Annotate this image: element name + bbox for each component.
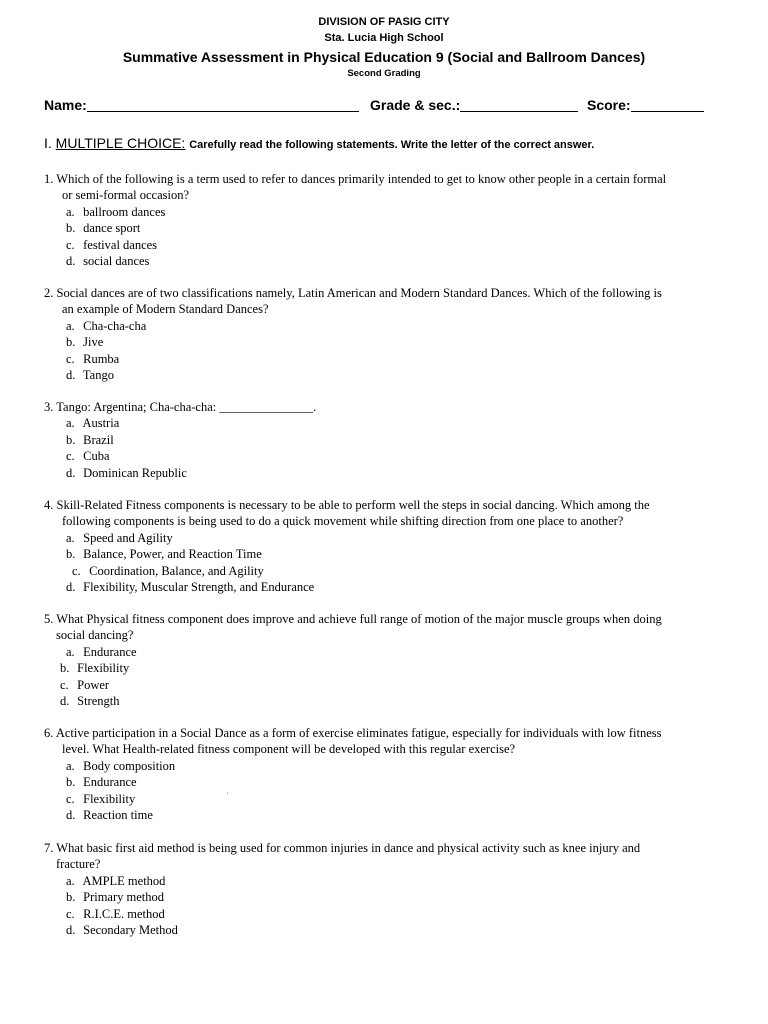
option-text: dance sport — [83, 221, 141, 236]
question-text-continued: or semi-formal occasion? — [62, 188, 190, 203]
option-letter: a. — [66, 204, 75, 219]
name-field[interactable] — [44, 96, 359, 113]
option-text: Endurance — [83, 644, 137, 659]
score-field[interactable] — [587, 96, 704, 113]
option-text: Brazil — [83, 432, 114, 447]
question-stem — [44, 840, 744, 873]
option-letter: c. — [66, 449, 75, 464]
option-c — [44, 677, 744, 693]
option-d — [44, 465, 744, 481]
option-b — [44, 889, 744, 905]
question-text: Which of the following is a term used to refer to dances primarily intended to get to know other people in a certain formal — [56, 172, 667, 186]
question-number: 4. — [44, 498, 54, 512]
option-letter: b. — [60, 661, 70, 676]
option-letter: c. — [66, 906, 75, 921]
option-text: social dances — [83, 254, 150, 269]
option-a — [44, 530, 744, 546]
option-d — [44, 253, 744, 269]
option-letter: c. — [72, 563, 81, 578]
question-6 — [44, 725, 744, 823]
option-letter: a. — [66, 416, 75, 431]
question-1 — [44, 171, 744, 269]
option-text: Rumba — [83, 351, 120, 366]
option-text: Flexibility — [83, 791, 136, 806]
question-text-continued: social dancing? — [56, 628, 134, 643]
option-letter: a. — [66, 758, 75, 773]
option-a — [44, 873, 744, 889]
question-number: 7. — [44, 841, 54, 855]
question-text-continued: following components is being used to do a quick movement while shifting direction from one place to another? — [62, 514, 624, 529]
option-b — [44, 546, 744, 562]
option-letter: b. — [66, 890, 76, 905]
option-d — [44, 579, 744, 595]
option-text: AMPLE method — [82, 873, 166, 888]
question-text: Skill-Related Fitness components is necessary to be able to perform well the steps in social dancing. Which among the — [56, 498, 650, 512]
option-text: Primary method — [83, 890, 165, 905]
question-stem — [44, 285, 744, 318]
option-text: Body composition — [83, 758, 176, 773]
question-text: Tango: Argentina; Cha-cha-cha: _______________. — [56, 400, 317, 414]
question-text: Active participation in a Social Dance as a form of exercise eliminates fatigue, especially for individuals with low fitness — [55, 726, 662, 740]
section-title: MULTIPLE CHOICE: — [55, 135, 186, 151]
option-c — [44, 351, 744, 367]
division-heading: DIVISION OF PASIG CITY — [318, 16, 450, 28]
question-number: 2. — [44, 286, 54, 300]
option-letter: d. — [66, 808, 76, 823]
question-number: 1. — [44, 172, 54, 186]
option-text: Cha-cha-cha — [83, 318, 147, 333]
option-text: R.I.C.E. method — [83, 906, 165, 921]
option-letter: b. — [66, 335, 76, 350]
section-instructions: Carefully read the following statements. Write the letter of the correct answer. — [189, 139, 595, 151]
option-c — [44, 906, 744, 922]
option-letter: d. — [66, 254, 76, 269]
question-4 — [44, 497, 744, 595]
question-2 — [44, 285, 744, 383]
option-letter: d. — [66, 923, 76, 938]
name-blank[interactable] — [87, 96, 359, 112]
option-letter: c. — [66, 237, 75, 252]
option-text: Cuba — [83, 449, 110, 464]
option-text: Strength — [77, 694, 120, 709]
option-letter: d. — [66, 580, 76, 595]
option-letter: d. — [66, 368, 76, 383]
grading-period: Second Grading — [347, 68, 421, 79]
option-c — [44, 563, 744, 579]
option-letter: b. — [66, 775, 76, 790]
option-letter: d. — [66, 465, 76, 480]
option-b — [44, 660, 744, 676]
name-label: Name: — [44, 97, 87, 113]
question-number: 5. — [44, 612, 54, 626]
question-text: Social dances are of two classifications namely, Latin American and Modern Standard Dances. Which of the following is — [56, 286, 662, 300]
option-text: Power — [77, 677, 110, 692]
option-d — [44, 922, 744, 938]
question-stem — [44, 497, 744, 530]
option-letter: a. — [66, 873, 75, 888]
option-a — [44, 415, 744, 431]
question-text-continued: level. What Health-related fitness component will be developed with this regular exercise? — [62, 742, 516, 757]
option-letter: b. — [66, 221, 76, 236]
option-b — [44, 432, 744, 448]
option-letter: a. — [66, 530, 75, 545]
option-c — [44, 791, 744, 807]
question-5 — [44, 611, 744, 709]
option-c — [44, 448, 744, 464]
option-text: Jive — [83, 335, 104, 350]
question-stem — [44, 725, 744, 758]
option-letter: a. — [66, 318, 75, 333]
question-text-continued: an example of Modern Standard Dances? — [62, 302, 269, 317]
option-text: Flexibility, Muscular Strength, and Endurance — [83, 580, 315, 595]
option-a — [44, 644, 744, 660]
score-blank[interactable] — [631, 96, 704, 112]
option-a — [44, 318, 744, 334]
option-c — [44, 237, 744, 253]
option-letter: c. — [66, 791, 75, 806]
question-3 — [44, 399, 744, 481]
option-text: festival dances — [83, 237, 158, 252]
question-text: What basic first aid method is being used for common injuries in dance and physical activity such as knee injury and — [56, 841, 641, 855]
page-title: Summative Assessment in Physical Education 9 (Social and Ballroom Dances) — [122, 49, 646, 65]
option-text: Dominican Republic — [83, 465, 187, 480]
option-d — [44, 367, 744, 383]
grade-section-field[interactable] — [370, 96, 578, 113]
option-text: Secondary Method — [83, 923, 178, 938]
option-letter: c. — [66, 351, 75, 366]
grade-section-label: Grade & sec.: — [370, 97, 461, 113]
option-b — [44, 334, 744, 350]
grade-section-blank[interactable] — [460, 96, 578, 112]
student-info-fields — [44, 96, 744, 118]
option-b — [44, 220, 744, 236]
question-stem — [44, 171, 744, 204]
option-letter: d. — [60, 694, 70, 709]
question-text: What Physical fitness component does improve and achieve full range of motion of the major muscle groups when doing — [56, 612, 662, 626]
option-letter: c. — [60, 677, 69, 692]
question-stem — [44, 399, 744, 415]
option-text: ballroom dances — [83, 204, 166, 219]
option-letter: b. — [66, 432, 76, 447]
option-text: Reaction time — [83, 808, 153, 823]
school-name: Sta. Lucia High School — [324, 32, 444, 44]
option-letter: a. — [66, 644, 75, 659]
question-stem — [44, 611, 744, 644]
option-text: Tango — [82, 368, 114, 383]
question-text-continued: fracture? — [56, 857, 101, 872]
score-label: Score: — [587, 97, 631, 113]
section-heading — [44, 135, 744, 151]
question-number: 6. — [44, 726, 54, 740]
option-text: Endurance — [83, 775, 137, 790]
option-text: Balance, Power, and Reaction Time — [83, 547, 262, 562]
section-number: I. — [44, 135, 52, 151]
option-text: Austria — [82, 416, 120, 431]
question-number: 3. — [44, 400, 54, 414]
option-letter: b. — [66, 547, 76, 562]
question-7 — [44, 840, 744, 938]
option-d — [44, 807, 744, 823]
stray-mark: ˙ — [226, 791, 229, 801]
option-a — [44, 758, 744, 774]
option-a — [44, 204, 744, 220]
option-text: Speed and Agility — [83, 530, 173, 545]
option-d — [44, 693, 744, 709]
option-text: Flexibility — [77, 661, 130, 676]
option-b — [44, 774, 744, 790]
option-text: Coordination, Balance, and Agility — [89, 563, 264, 578]
